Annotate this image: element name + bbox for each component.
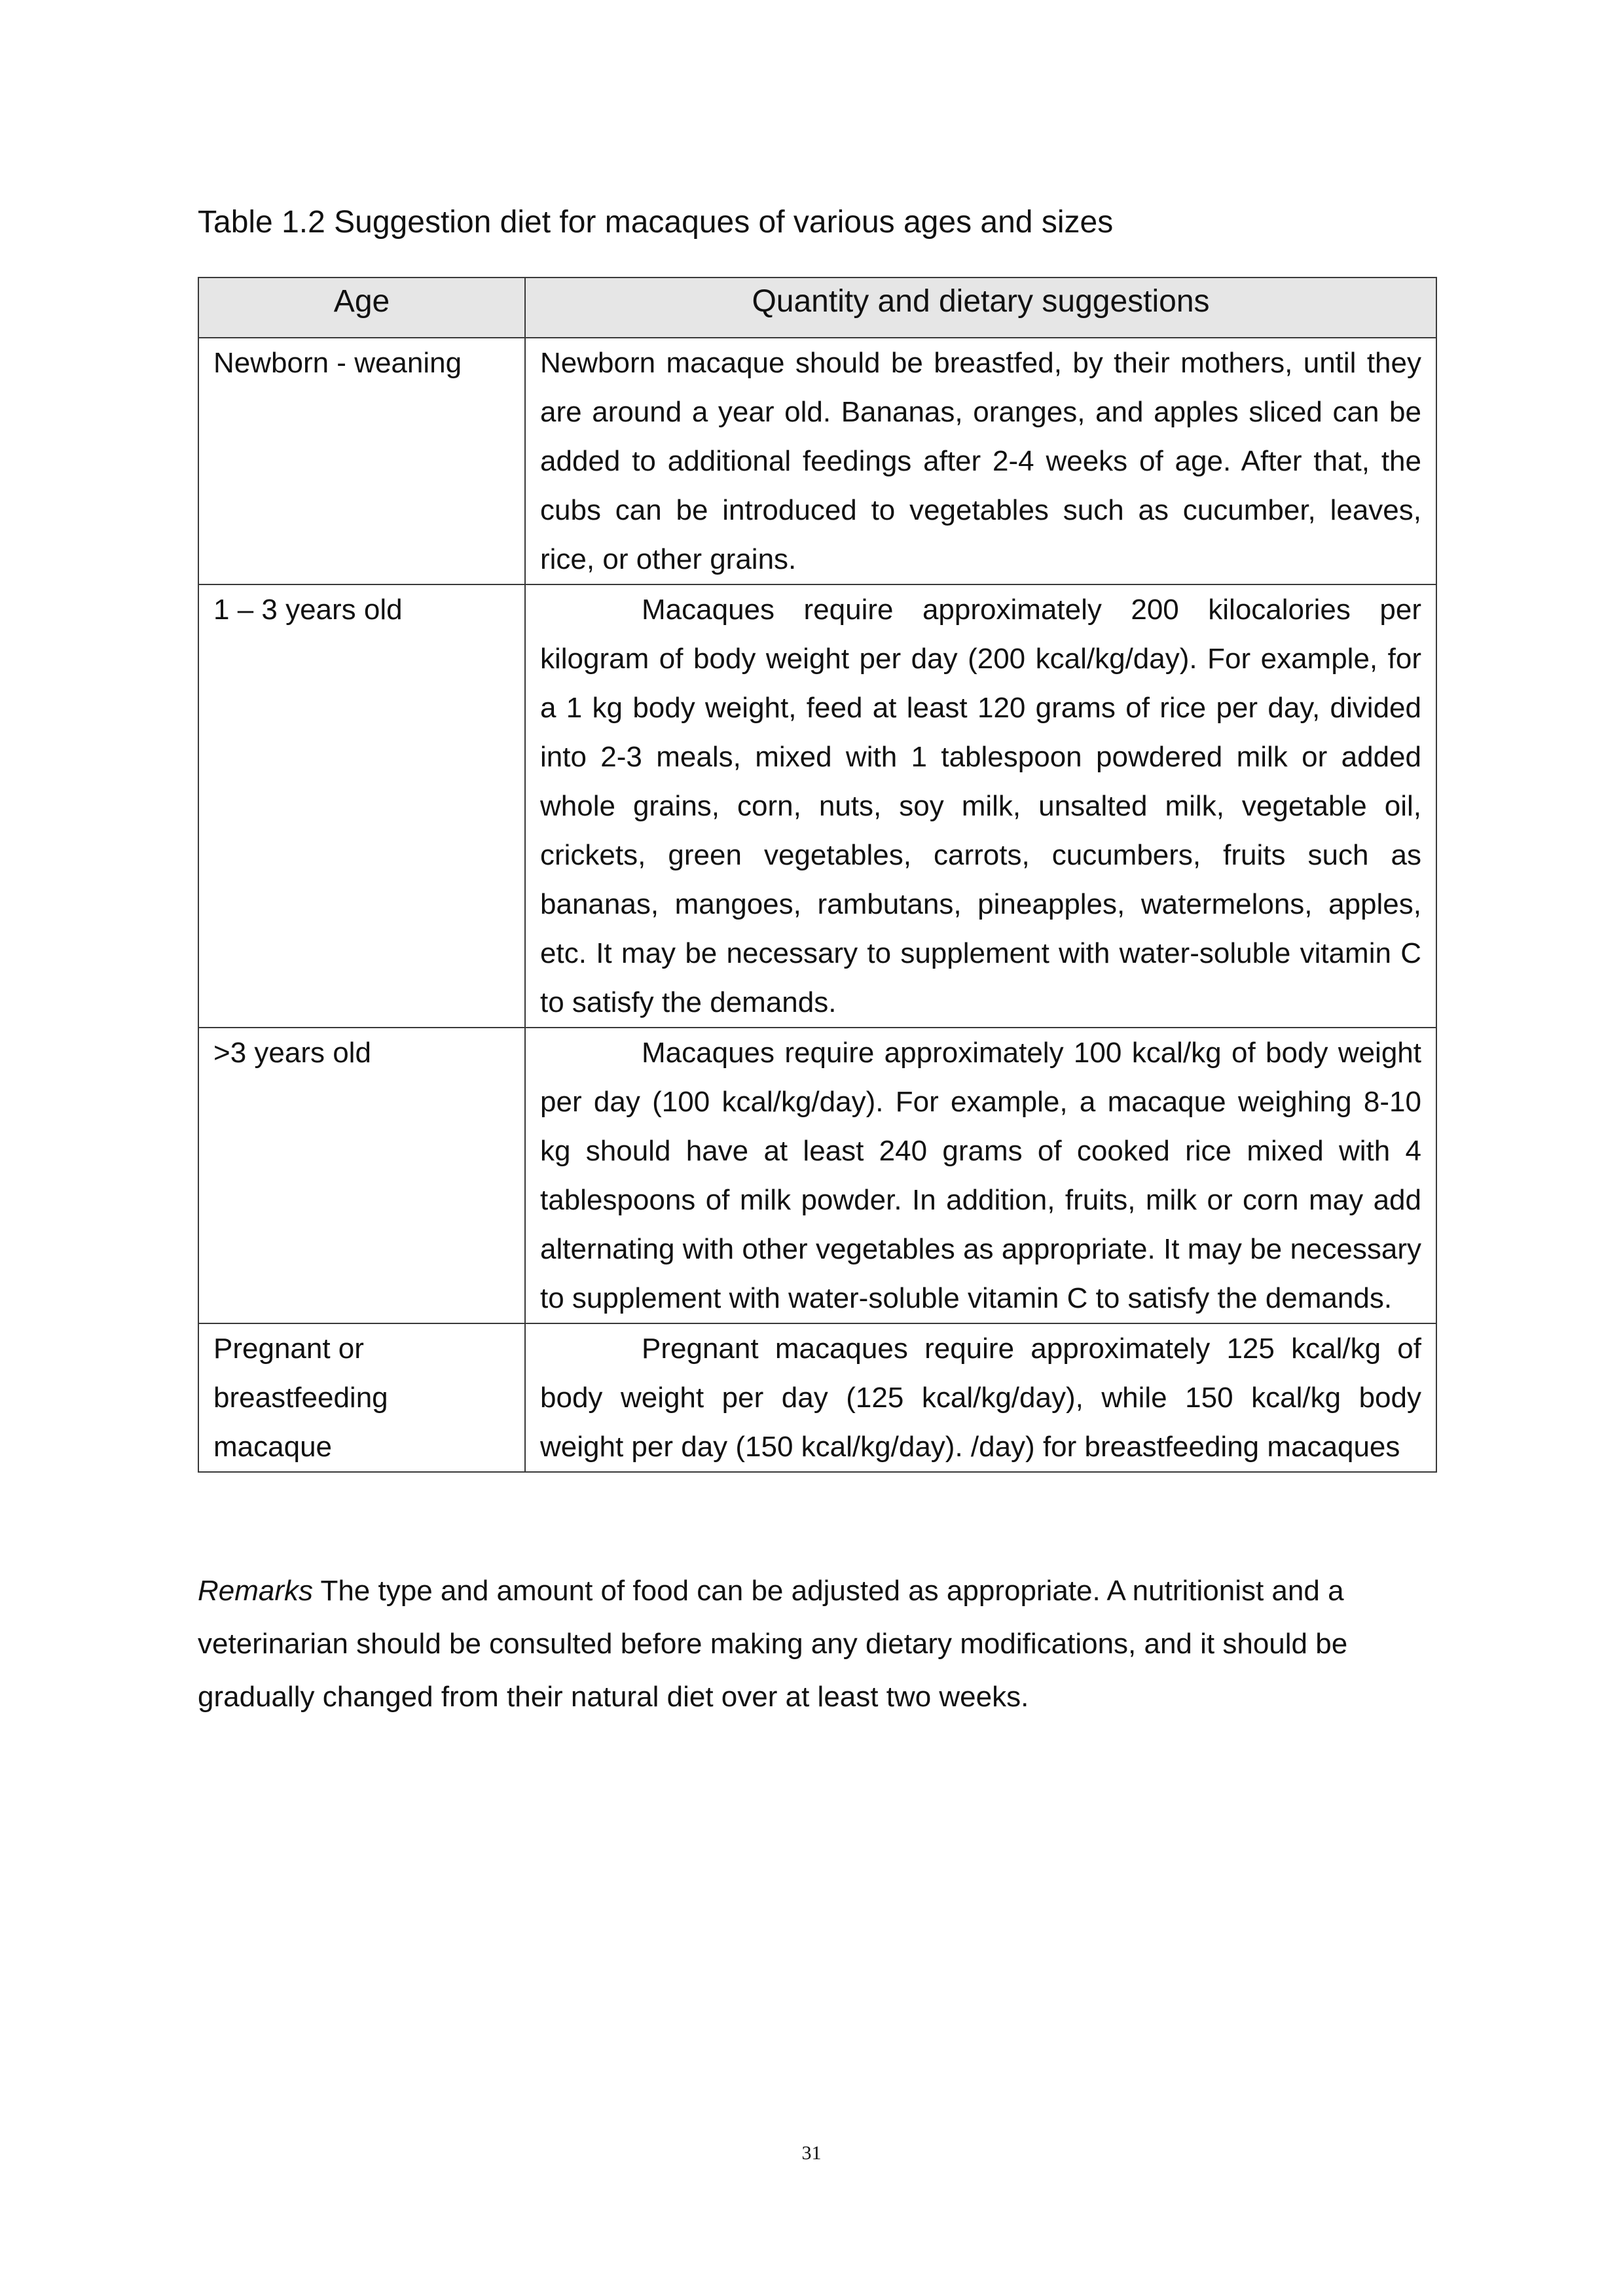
remarks-paragraph	[198, 1564, 1437, 1723]
suggestion-text: Macaques require approximately 200 kilocalories per kilogram of body weight per day (200 kcal/kg/day). For example, for a 1 kg body weight, feed at least 120 grams of rice per day, divided into 2-3 meals, mixed with 1 tablespoon powdered milk or added whole grains, corn, nuts, soy milk, unsalted milk, vegetable oil, crickets, green vegetables, carrots, cucumbers, fruits such as bananas, mangoes, rambutans, pineapples, watermelons, apples, etc. It may be necessary to supplement with water-soluble vitamin C to satisfy the demands.	[540, 594, 1421, 1018]
table-caption: Table 1.2 Suggestion diet for macaques of various ages and sizes	[198, 205, 1114, 240]
suggestion-cell	[525, 338, 1436, 584]
age-cell	[198, 338, 525, 584]
age-label: >3 years old	[213, 1037, 371, 1069]
suggestion-text: Pregnant macaques require approximately 125 kcal/kg of body weight per day (125 kcal/kg/day), while 150 kcal/kg body weight per day (150 kcal/kg/day). /day) for breastfeeding macaques	[540, 1333, 1421, 1463]
table-row	[198, 1028, 1436, 1323]
age-label: Newborn - weaning	[213, 347, 462, 379]
page-number: 31	[801, 2142, 822, 2164]
table-row	[198, 584, 1436, 1028]
age-cell	[198, 584, 525, 1028]
diet-table	[198, 277, 1437, 1473]
age-cell	[198, 1323, 525, 1472]
age-column-header: Age	[198, 278, 525, 338]
table-header-row	[198, 278, 1436, 338]
remarks-label: Remarks	[198, 1575, 314, 1607]
suggestion-text: Macaques require approximately 100 kcal/kg of body weight per day (100 kcal/kg/day). For example, a macaque weighing 8-10 kg should have at least 240 grams of cooked rice mixed with 4 tablespoons of milk powder. In addition, fruits, milk or corn may add alternating with other vegetables as appropriate. It may be necessary to supplement with water-soluble vitamin C to satisfy the demands.	[540, 1037, 1421, 1314]
suggestion-cell	[525, 1028, 1436, 1323]
age-label: 1 – 3 years old	[213, 594, 403, 626]
table-row	[198, 338, 1436, 584]
suggestions-column-header: Quantity and dietary suggestions	[525, 278, 1436, 338]
table-row	[198, 1323, 1436, 1472]
suggestion-cell	[525, 1323, 1436, 1472]
suggestion-text: Newborn macaque should be breastfed, by their mothers, until they are around a year old. Bananas, oranges, and apples sliced can be added to additional feedings after 2-4 weeks of age. After that, the cubs can be introduced to vegetables such as cucumber, leaves, rice, or other grains.	[540, 347, 1421, 575]
suggestion-cell	[525, 584, 1436, 1028]
age-cell	[198, 1028, 525, 1323]
age-label: Pregnant or breastfeeding macaque	[213, 1333, 388, 1463]
remarks-text: The type and amount of food can be adjusted as appropriate. A nutritionist and a veterinarian should be consulted before making any dietary modifications, and it should be gradually changed from their natural diet over at least two weeks.	[198, 1575, 1348, 1713]
